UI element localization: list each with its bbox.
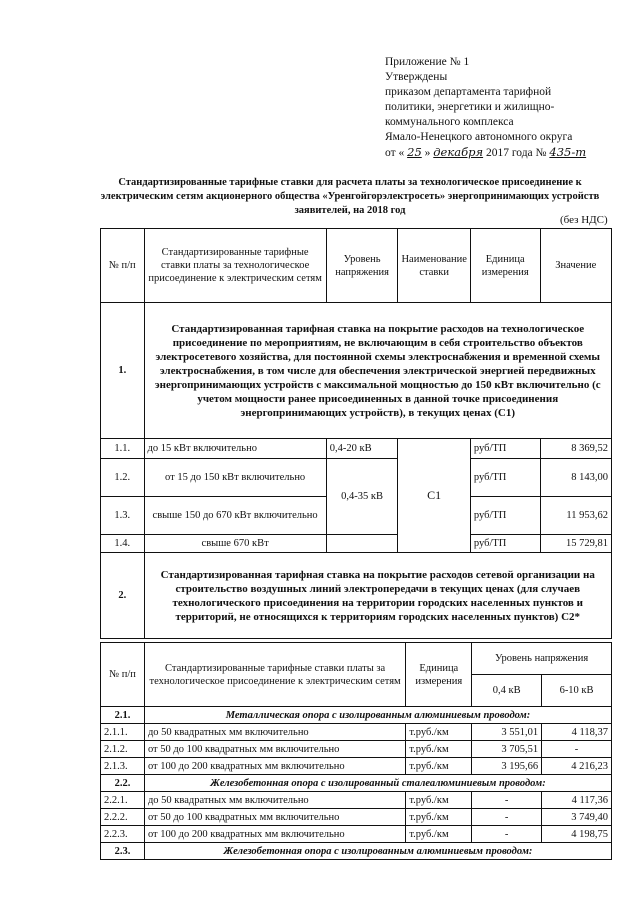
header-voltage-04: 0,4 кВ [472, 675, 542, 707]
vat-note: (без НДС) [560, 214, 608, 226]
header-rate-name: Наименование ставки [398, 229, 470, 303]
appendix-line: коммунального комплекса [385, 116, 514, 128]
group-row: 2.3. Железобетонная опора с изолированным алюминиевым проводом: [101, 843, 612, 860]
header-desc: Стандартизированные тарифные ставки платы за технологическое присоединение к электрическим сетям [144, 229, 326, 303]
header-desc: Стандартизированные тарифные ставки платы за технологическое присоединение к электрическим сетям [144, 643, 405, 707]
section-row [101, 303, 612, 439]
header-voltage: Уровень напряжения [472, 643, 612, 675]
table-header-row [101, 229, 612, 303]
tariff-table-c1 [100, 228, 612, 639]
table-row: 1.3. свыше 150 до 670 кВт включительно руб/ТП 11 953,62 [101, 497, 612, 535]
group-row: 2.2. Железобетонная опора с изолированный сталеалюминиевым проводом: [101, 775, 612, 792]
section-text: Стандартизированная тарифная ставка на покрытие расходов на технологическое присоединение по мероприятиям, не включающим в себя строительство объектов электросетевого хозяйства, для постоянной схемы электроснабжения и временной схемы электроснабжения, в том числе для обеспечения электрической энергией передвижных энергопринимающих устройств с максимальной мощностью до 150 кВт включительно (с учетом мощности ранее присоединенных в данной точке присоединения энергопринимающих устройств), в текущих ценах (С1) [144, 303, 612, 439]
section-text: Стандартизированная тарифная ставка на покрытие расходов сетевой организации на строительство воздушных линий электропередачи в текущих ценах (для случаев технологического присоединения на территории городских населенных пунктов и территорий, не относящихся к территориям городских населенных пунктов) С2* [144, 553, 612, 639]
header-voltage-610: 6-10 кВ [542, 675, 612, 707]
header-voltage: Уровень напряжения [326, 229, 398, 303]
table-row: 1.4. свыше 670 кВт руб/ТП 15 729,81 [101, 535, 612, 553]
header-unit: Единица измерения [470, 229, 540, 303]
appendix-line: Ямало-Ненецкого автономного округа [385, 131, 573, 143]
document-title: Стандартизированные тарифные ставки для расчета платы за технологическое присоединение к электрическим сетям акционерного общества «Уренгойгорэлектросеть» энергопринимающих устройств заявителей, на 2018 год [100, 177, 600, 216]
table-row: 2.2.1. до 50 квадратных мм включительно т.руб./км - 4 117,36 [101, 792, 612, 809]
appendix-block [385, 55, 586, 161]
header-unit: Единица измерения [406, 643, 472, 707]
tariff-table-c2 [100, 642, 612, 860]
rate-name-cell: С1 [398, 439, 470, 553]
header-num: № п/п [101, 643, 145, 707]
appendix-line: политики, энергетики и жилищно- [385, 101, 555, 113]
table-row: 2.2.2. от 50 до 100 квадратных мм включительно т.руб./км - 3 749,40 [101, 809, 612, 826]
handwritten-order-number: 435-т [549, 145, 587, 159]
voltage-merged: 0,4-35 кВ [326, 459, 398, 535]
appendix-line: приказом департамента тарифной [385, 86, 552, 98]
group-row: 2.1. Металлическая опора с изолированным алюминиевым проводом: [101, 707, 612, 724]
appendix-number: Приложение № 1 [385, 56, 470, 68]
table-row: 2.1.1. до 50 квадратных мм включительно т.руб./км 3 551,01 4 118,37 [101, 724, 612, 741]
table-row: 2.2.3. от 100 до 200 квадратных мм включительно т.руб./км - 4 198,75 [101, 826, 612, 843]
header-value: Значение [540, 229, 611, 303]
table-row: 1.1. до 15 кВт включительно 0,4-20 кВ С1 руб/ТП 8 369,52 [101, 439, 612, 459]
section-num: 1. [101, 303, 145, 439]
handwritten-month: декабря [433, 145, 484, 159]
table-header-row [101, 643, 612, 675]
table-row: 2.1.3. от 100 до 200 квадратных мм включительно т.руб./км 3 195,66 4 216,23 [101, 758, 612, 775]
approved-label: Утверждены [385, 71, 448, 83]
table-row: 2.1.2. от 50 до 100 квадратных мм включительно т.руб./км 3 705,51 - [101, 741, 612, 758]
order-date: от « 25 » декабря 2017 года № 435-т [385, 145, 587, 159]
section-row [101, 553, 612, 639]
header-num: № п/п [101, 229, 145, 303]
section-num: 2. [101, 553, 145, 639]
table-row: 1.2. от 15 до 150 кВт включительно 0,4-35 кВ руб/ТП 8 143,00 [101, 459, 612, 497]
handwritten-day: 25 [407, 145, 422, 159]
